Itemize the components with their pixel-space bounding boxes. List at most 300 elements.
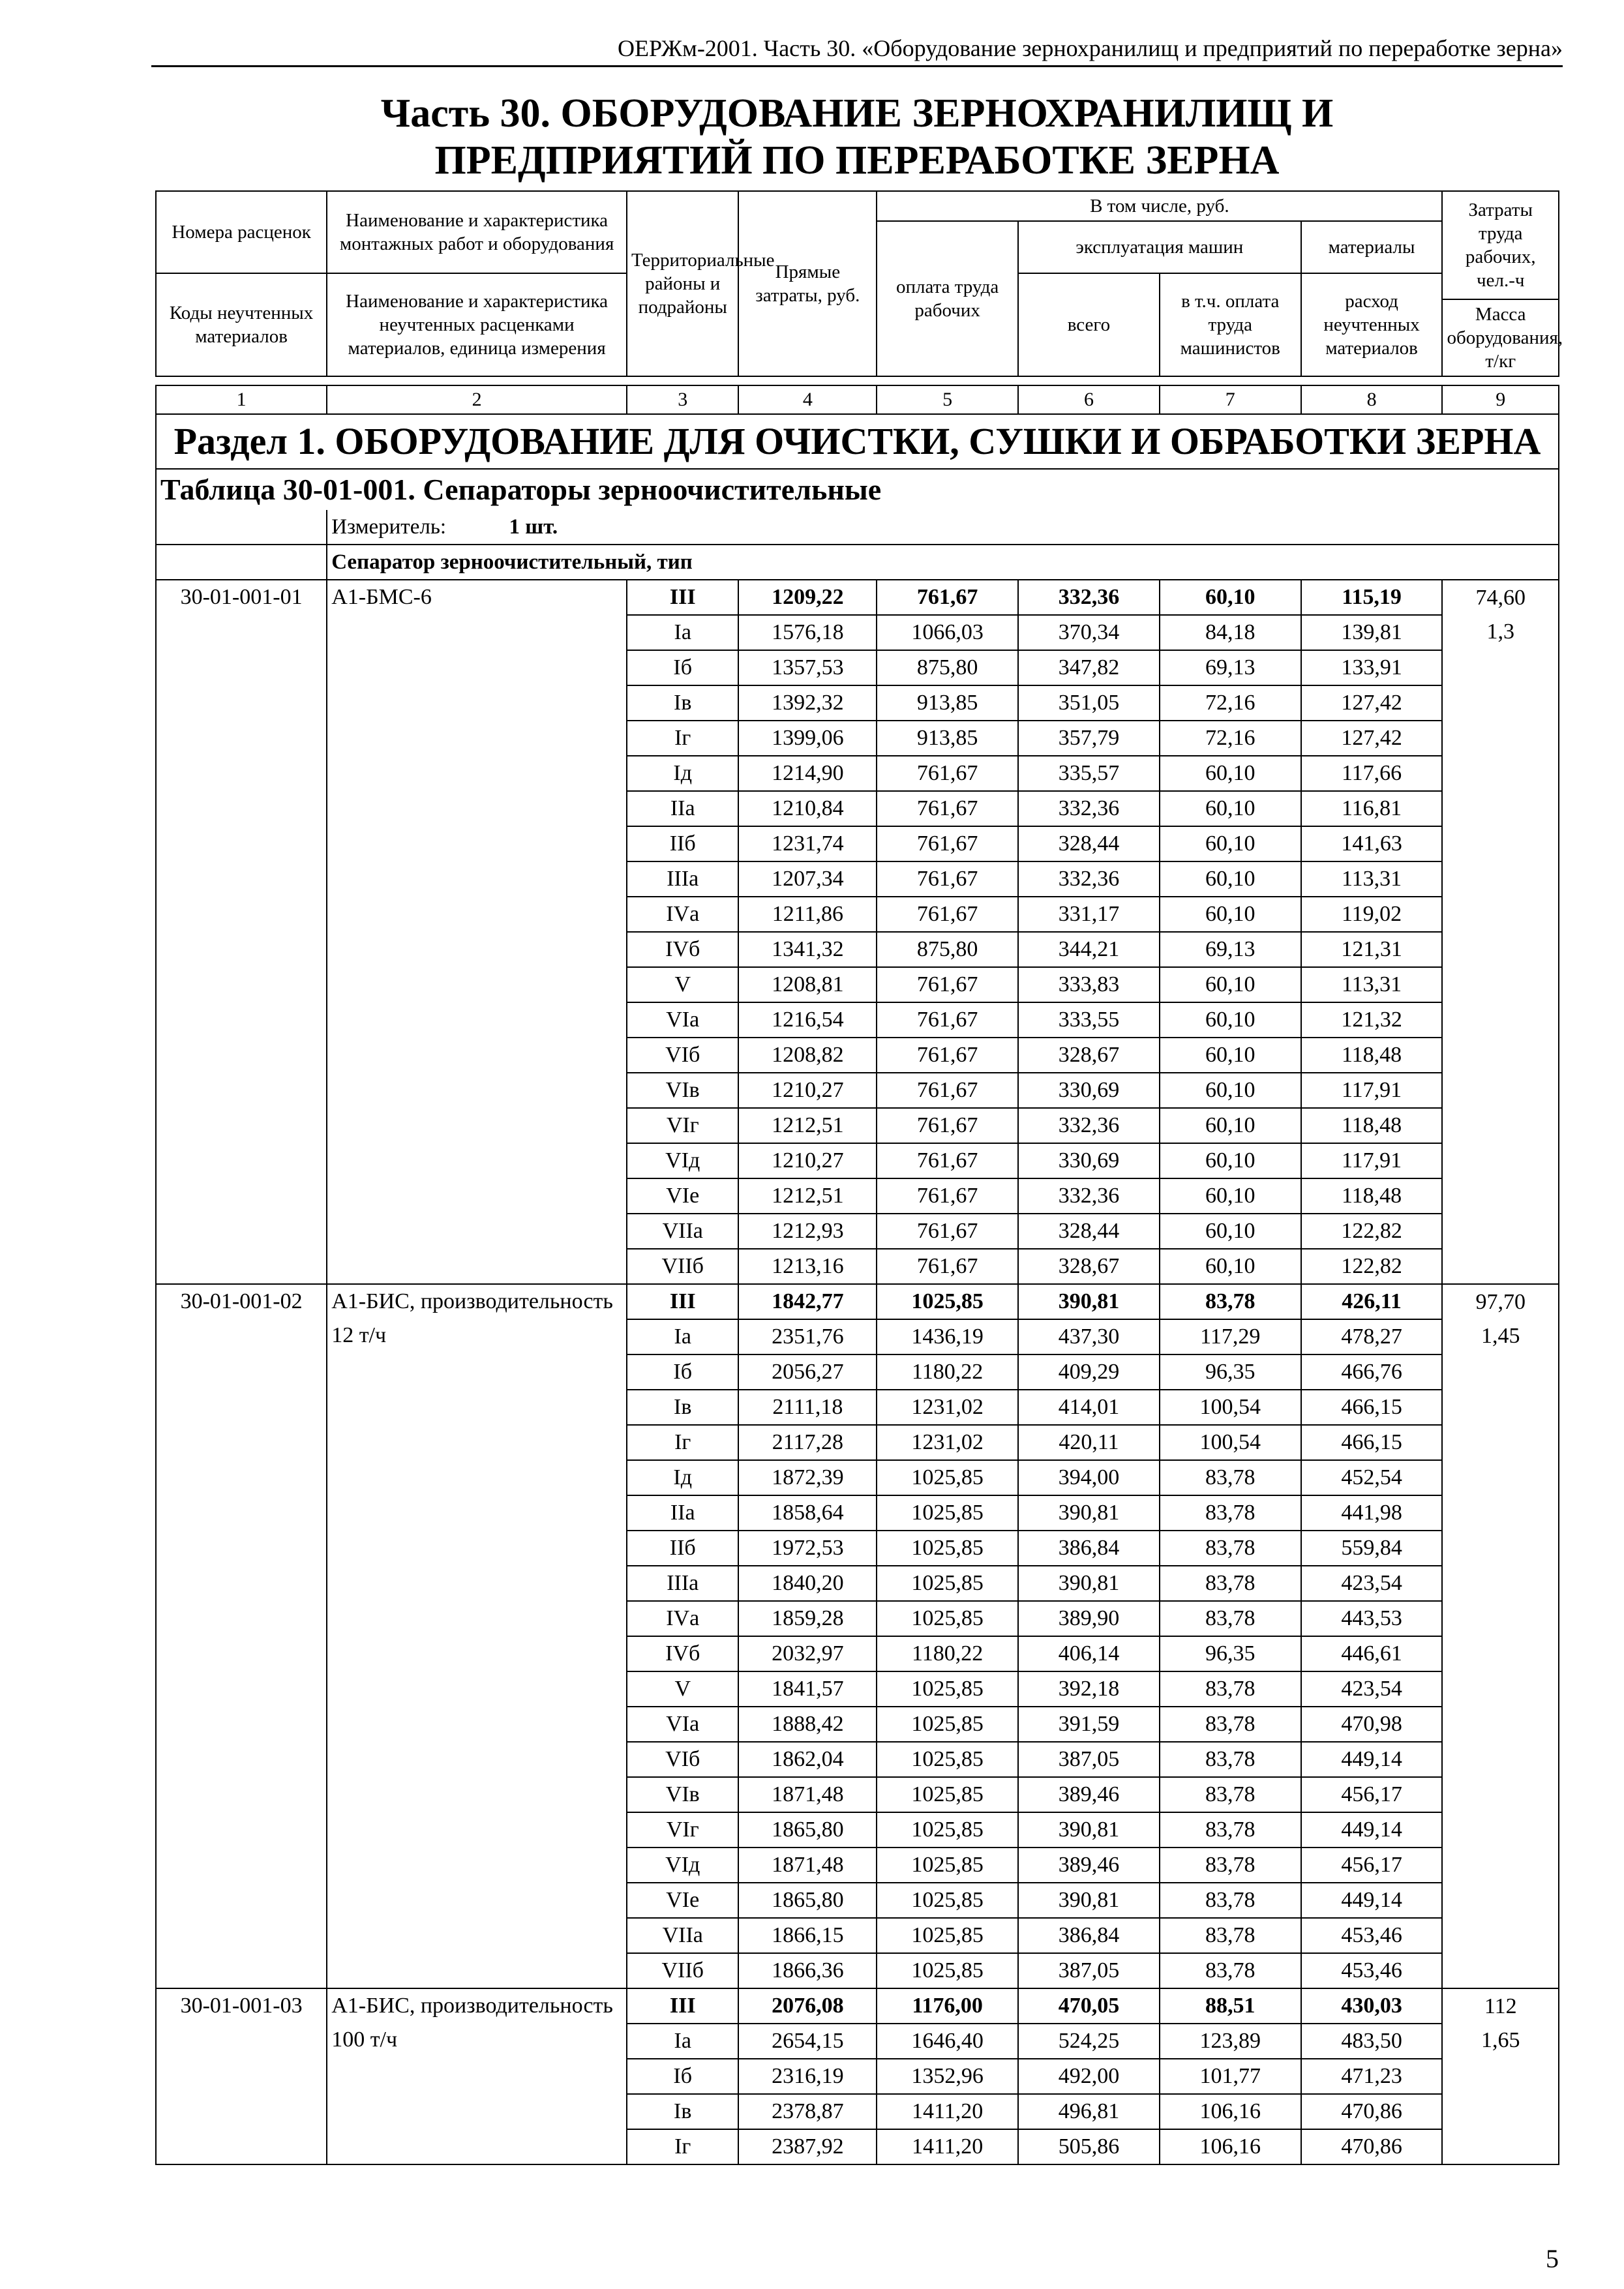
territory-cell: VIе — [627, 1883, 738, 1918]
col-header-direct-costs: Прямые затраты, руб. — [738, 191, 877, 376]
col-header-machines: эксплуатация машин — [1018, 221, 1301, 273]
value-cell: 1176,00 — [877, 1988, 1018, 2024]
value-cell: 761,67 — [877, 967, 1018, 1002]
territory-cell: Iа — [627, 615, 738, 650]
value-cell: 60,10 — [1160, 1038, 1301, 1073]
value-cell: 390,81 — [1018, 1284, 1160, 1319]
value-cell: 414,01 — [1018, 1390, 1160, 1425]
value-cell: 1210,27 — [738, 1143, 877, 1178]
value-cell: 470,86 — [1301, 2094, 1443, 2129]
value-cell: 2111,18 — [738, 1390, 877, 1425]
value-cell: 2056,27 — [738, 1354, 877, 1390]
value-cell: 83,78 — [1160, 1777, 1301, 1812]
value-cell: 122,82 — [1301, 1249, 1443, 1284]
value-cell: 328,67 — [1018, 1249, 1160, 1284]
value-cell: 100,54 — [1160, 1425, 1301, 1460]
value-cell: 60,10 — [1160, 1002, 1301, 1038]
territory-cell: IVа — [627, 897, 738, 932]
value-cell: 559,84 — [1301, 1531, 1443, 1566]
value-cell: 2351,76 — [738, 1319, 877, 1354]
value-cell: 409,29 — [1018, 1354, 1160, 1390]
value-cell: 452,54 — [1301, 1460, 1443, 1495]
value-cell: 1436,19 — [877, 1319, 1018, 1354]
value-cell: 1025,85 — [877, 1918, 1018, 1953]
value-cell: 83,78 — [1160, 1671, 1301, 1707]
value-cell: 426,11 — [1301, 1284, 1443, 1319]
value-cell: 1025,85 — [877, 1671, 1018, 1707]
value-cell: 83,78 — [1160, 1531, 1301, 1566]
value-cell: 1025,85 — [877, 1460, 1018, 1495]
value-cell: 60,10 — [1160, 1143, 1301, 1178]
work-name: А1-БИС, производительность 100 т/ч — [327, 1988, 627, 2164]
value-cell: 117,91 — [1301, 1073, 1443, 1108]
territory-cell: VIIб — [627, 1249, 738, 1284]
work-name: А1-БМС-6 — [327, 580, 627, 1284]
page-number: 5 — [1546, 2244, 1559, 2273]
value-cell: 60,10 — [1160, 1073, 1301, 1108]
value-cell: 1872,39 — [738, 1460, 877, 1495]
territory-cell: IIIа — [627, 861, 738, 897]
value-cell: 913,85 — [877, 685, 1018, 721]
value-cell: 392,18 — [1018, 1671, 1160, 1707]
col-header-material-names: Наименование и характеристика неучтенных расценками материалов, единица измерения — [327, 273, 627, 376]
col-header-mass: Масса оборудования, т/кг — [1442, 299, 1559, 376]
value-cell: 1576,18 — [738, 615, 877, 650]
value-cell: 121,32 — [1301, 1002, 1443, 1038]
value-cell: 331,17 — [1018, 897, 1160, 932]
value-cell: 496,81 — [1018, 2094, 1160, 2129]
measure-label: Измеритель: — [331, 515, 447, 539]
value-cell: 2316,19 — [738, 2059, 877, 2094]
value-cell: 83,78 — [1160, 1742, 1301, 1777]
value-cell: 332,36 — [1018, 861, 1160, 897]
value-cell: 761,67 — [877, 1108, 1018, 1143]
column-number: 9 — [1442, 385, 1559, 414]
territory-cell: IVб — [627, 932, 738, 967]
value-cell: 117,29 — [1160, 1319, 1301, 1354]
value-cell: 761,67 — [877, 791, 1018, 826]
value-cell: 875,80 — [877, 650, 1018, 685]
territory-cell: IVа — [627, 1601, 738, 1636]
value-cell: 470,98 — [1301, 1707, 1443, 1742]
value-cell: 106,16 — [1160, 2129, 1301, 2164]
column-number: 8 — [1301, 385, 1443, 414]
value-cell: 332,36 — [1018, 580, 1160, 615]
value-cell: 449,14 — [1301, 1883, 1443, 1918]
column-number: 5 — [877, 385, 1018, 414]
value-cell: 761,67 — [877, 1214, 1018, 1249]
value-cell: 117,66 — [1301, 756, 1443, 791]
value-cell: 69,13 — [1160, 650, 1301, 685]
value-cell: 761,67 — [877, 861, 1018, 897]
value-cell: 88,51 — [1160, 1988, 1301, 2024]
value-cell: 406,14 — [1018, 1636, 1160, 1671]
value-cell: 1025,85 — [877, 1531, 1018, 1566]
mass-value: 1,3 — [1442, 615, 1559, 1284]
value-cell: 423,54 — [1301, 1671, 1443, 1707]
value-cell: 83,78 — [1160, 1707, 1301, 1742]
value-cell: 524,25 — [1018, 2024, 1160, 2059]
labor-value: 112 — [1442, 1988, 1559, 2024]
col-header-material-usage: расход неучтенных материалов — [1301, 273, 1443, 376]
territory-cell: III — [627, 1284, 738, 1319]
value-cell: 453,46 — [1301, 1918, 1443, 1953]
value-cell: 471,23 — [1301, 2059, 1443, 2094]
value-cell: 1210,27 — [738, 1073, 877, 1108]
value-cell: 1231,02 — [877, 1390, 1018, 1425]
value-cell: 328,44 — [1018, 826, 1160, 861]
value-cell: 1025,85 — [877, 1953, 1018, 1988]
value-cell: 1212,51 — [738, 1178, 877, 1214]
value-cell: 1025,85 — [877, 1566, 1018, 1601]
value-cell: 390,81 — [1018, 1883, 1160, 1918]
value-cell: 1025,85 — [877, 1812, 1018, 1848]
value-cell: 466,15 — [1301, 1390, 1443, 1425]
column-number: 3 — [627, 385, 738, 414]
value-cell: 100,54 — [1160, 1390, 1301, 1425]
value-cell: 347,82 — [1018, 650, 1160, 685]
territory-cell: VIIа — [627, 1214, 738, 1249]
territory-cell: Iг — [627, 2129, 738, 2164]
value-cell: 1025,85 — [877, 1601, 1018, 1636]
value-cell: 2032,97 — [738, 1636, 877, 1671]
territory-cell: Iд — [627, 756, 738, 791]
value-cell: 118,48 — [1301, 1038, 1443, 1073]
labor-value: 74,60 — [1442, 580, 1559, 615]
value-cell: 1214,90 — [738, 756, 877, 791]
value-cell: 60,10 — [1160, 826, 1301, 861]
value-cell: 122,82 — [1301, 1214, 1443, 1249]
value-cell: 83,78 — [1160, 1812, 1301, 1848]
value-cell: 1840,20 — [738, 1566, 877, 1601]
value-cell: 1341,32 — [738, 932, 877, 967]
value-cell: 1208,81 — [738, 967, 877, 1002]
value-cell: 492,00 — [1018, 2059, 1160, 2094]
territory-cell: Iб — [627, 650, 738, 685]
territory-cell: VIIа — [627, 1918, 738, 1953]
work-name: А1-БИС, производительность 12 т/ч — [327, 1284, 627, 1988]
col-header-labor: Затраты труда рабочих, чел.-ч — [1442, 191, 1559, 299]
value-cell: 761,67 — [877, 897, 1018, 932]
territory-cell: Iв — [627, 685, 738, 721]
section-title: Раздел 1. ОБОРУДОВАНИЕ ДЛЯ ОЧИСТКИ, СУШКИ И ОБРАБОТКИ ЗЕРНА — [156, 414, 1559, 469]
value-cell: 466,76 — [1301, 1354, 1443, 1390]
territory-cell: IIа — [627, 791, 738, 826]
value-cell: 423,54 — [1301, 1566, 1443, 1601]
value-cell: 1646,40 — [877, 2024, 1018, 2059]
value-cell: 390,81 — [1018, 1495, 1160, 1531]
value-cell: 1871,48 — [738, 1848, 877, 1883]
value-cell: 117,91 — [1301, 1143, 1443, 1178]
value-cell: 761,67 — [877, 1002, 1018, 1038]
value-cell: 60,10 — [1160, 580, 1301, 615]
value-cell: 101,77 — [1160, 2059, 1301, 2094]
column-number: 2 — [327, 385, 627, 414]
value-cell: 115,19 — [1301, 580, 1443, 615]
value-cell: 113,31 — [1301, 861, 1443, 897]
value-cell: 1210,84 — [738, 791, 877, 826]
territory-cell: IIб — [627, 1531, 738, 1566]
value-cell: 330,69 — [1018, 1073, 1160, 1108]
value-cell: 60,10 — [1160, 1108, 1301, 1143]
territory-cell: Iб — [627, 2059, 738, 2094]
value-cell: 83,78 — [1160, 1566, 1301, 1601]
territory-cell: VIб — [627, 1742, 738, 1777]
value-cell: 761,67 — [877, 580, 1018, 615]
territory-cell: VIб — [627, 1038, 738, 1073]
running-header: ОЕРЖм-2001. Часть 30. «Оборудование зернохранилищ и предприятий по переработке зерна» — [151, 34, 1563, 67]
subheading: Сепаратор зерноочистительный, тип — [327, 545, 1559, 580]
value-cell: 133,91 — [1301, 650, 1443, 685]
value-cell: 913,85 — [877, 721, 1018, 756]
value-cell: 386,84 — [1018, 1531, 1160, 1566]
value-cell: 441,98 — [1301, 1495, 1443, 1531]
value-cell: 456,17 — [1301, 1848, 1443, 1883]
value-cell: 332,36 — [1018, 1108, 1160, 1143]
value-cell: 1025,85 — [877, 1707, 1018, 1742]
territory-cell: Iв — [627, 1390, 738, 1425]
value-cell: 2387,92 — [738, 2129, 877, 2164]
value-cell: 1231,02 — [877, 1425, 1018, 1460]
value-cell: 761,67 — [877, 826, 1018, 861]
value-cell: 1216,54 — [738, 1002, 877, 1038]
title-line-1: Часть 30. ОБОРУДОВАНИЕ ЗЕРНОХРАНИЛИЩ И — [380, 91, 1334, 136]
territory-cell: III — [627, 1988, 738, 2024]
col-header-work-name: Наименование и характеристика монтажных работ и оборудования — [327, 191, 627, 273]
value-cell: 60,10 — [1160, 1214, 1301, 1249]
territory-cell: VIе — [627, 1178, 738, 1214]
territory-cell: VIг — [627, 1108, 738, 1143]
value-cell: 1213,16 — [738, 1249, 877, 1284]
value-cell: 1025,85 — [877, 1742, 1018, 1777]
value-cell: 1025,85 — [877, 1495, 1018, 1531]
territory-cell: Iг — [627, 1425, 738, 1460]
territory-cell: IIб — [627, 826, 738, 861]
value-cell: 387,05 — [1018, 1742, 1160, 1777]
value-cell: 351,05 — [1018, 685, 1160, 721]
value-cell: 119,02 — [1301, 897, 1443, 932]
column-number: 6 — [1018, 385, 1160, 414]
rate-code: 30-01-001-01 — [156, 580, 327, 1284]
labor-value: 97,70 — [1442, 1284, 1559, 1319]
value-cell: 60,10 — [1160, 791, 1301, 826]
blank-cell — [156, 510, 327, 545]
value-cell: 453,46 — [1301, 1953, 1443, 1988]
value-cell: 1865,80 — [738, 1883, 877, 1918]
rate-code: 30-01-001-03 — [156, 1988, 327, 2164]
col-header-including: В том числе, руб. — [877, 191, 1442, 221]
value-cell: 83,78 — [1160, 1460, 1301, 1495]
measure-value: 1 шт. — [509, 515, 558, 539]
value-cell: 60,10 — [1160, 756, 1301, 791]
value-cell: 1025,85 — [877, 1883, 1018, 1918]
value-cell: 69,13 — [1160, 932, 1301, 967]
value-cell: 761,67 — [877, 1143, 1018, 1178]
territory-cell: Iг — [627, 721, 738, 756]
value-cell: 456,17 — [1301, 1777, 1443, 1812]
value-cell: 761,67 — [877, 756, 1018, 791]
value-cell: 370,34 — [1018, 615, 1160, 650]
value-cell: 83,78 — [1160, 1953, 1301, 1988]
rate-code: 30-01-001-02 — [156, 1284, 327, 1988]
value-cell: 449,14 — [1301, 1742, 1443, 1777]
value-cell: 391,59 — [1018, 1707, 1160, 1742]
column-number: 7 — [1160, 385, 1301, 414]
value-cell: 1842,77 — [738, 1284, 877, 1319]
value-cell: 60,10 — [1160, 967, 1301, 1002]
value-cell: 761,67 — [877, 1249, 1018, 1284]
col-header-machinist-wages: в т.ч. оплата труда машинистов — [1160, 273, 1301, 376]
value-cell: 1212,93 — [738, 1214, 877, 1249]
territory-cell: VIг — [627, 1812, 738, 1848]
value-cell: 389,46 — [1018, 1848, 1160, 1883]
page-title — [151, 90, 1563, 184]
territory-cell: VIIб — [627, 1953, 738, 1988]
value-cell: 761,67 — [877, 1038, 1018, 1073]
table-row — [156, 1284, 1559, 1319]
blank-cell — [156, 545, 327, 580]
value-cell: 60,10 — [1160, 1249, 1301, 1284]
territory-cell: Iд — [627, 1460, 738, 1495]
value-cell: 470,05 — [1018, 1988, 1160, 2024]
value-cell: 1208,82 — [738, 1038, 877, 1073]
value-cell: 116,81 — [1301, 791, 1443, 826]
value-cell: 83,78 — [1160, 1495, 1301, 1531]
territory-cell: IIIа — [627, 1566, 738, 1601]
col-header-machines-total: всего — [1018, 273, 1160, 376]
value-cell: 127,42 — [1301, 721, 1443, 756]
value-cell: 386,84 — [1018, 1918, 1160, 1953]
value-cell: 1888,42 — [738, 1707, 877, 1742]
col-header-wages: оплата труда рабочих — [877, 221, 1018, 376]
value-cell: 1352,96 — [877, 2059, 1018, 2094]
value-cell: 2076,08 — [738, 1988, 877, 2024]
value-cell: 1392,32 — [738, 685, 877, 721]
value-cell: 60,10 — [1160, 1178, 1301, 1214]
value-cell: 2117,28 — [738, 1425, 877, 1460]
value-cell: 1025,85 — [877, 1848, 1018, 1883]
value-cell: 123,89 — [1160, 2024, 1301, 2059]
value-cell: 83,78 — [1160, 1601, 1301, 1636]
value-cell: 83,78 — [1160, 1918, 1301, 1953]
value-cell: 330,69 — [1018, 1143, 1160, 1178]
value-cell: 83,78 — [1160, 1284, 1301, 1319]
territory-cell: Iа — [627, 1319, 738, 1354]
value-cell: 118,48 — [1301, 1108, 1443, 1143]
value-cell: 60,10 — [1160, 897, 1301, 932]
territory-cell: Iв — [627, 2094, 738, 2129]
value-cell: 1865,80 — [738, 1812, 877, 1848]
value-cell: 446,61 — [1301, 1636, 1443, 1671]
title-line-2: ПРЕДПРИЯТИЙ ПО ПЕРЕРАБОТКЕ ЗЕРНА — [434, 138, 1280, 183]
value-cell: 1399,06 — [738, 721, 877, 756]
value-cell: 1858,64 — [738, 1495, 877, 1531]
value-cell: 1180,22 — [877, 1636, 1018, 1671]
value-cell: 1859,28 — [738, 1601, 877, 1636]
value-cell: 106,16 — [1160, 2094, 1301, 2129]
value-cell: 483,50 — [1301, 2024, 1443, 2059]
territory-cell: VIа — [627, 1002, 738, 1038]
value-cell: 1411,20 — [877, 2129, 1018, 2164]
col-header-materials: материалы — [1301, 221, 1443, 273]
mass-value: 1,65 — [1442, 2024, 1559, 2164]
territory-cell: VIа — [627, 1707, 738, 1742]
value-cell: 505,86 — [1018, 2129, 1160, 2164]
value-cell: 1411,20 — [877, 2094, 1018, 2129]
value-cell: 113,31 — [1301, 967, 1443, 1002]
territory-cell: VIв — [627, 1777, 738, 1812]
value-cell: 328,44 — [1018, 1214, 1160, 1249]
value-cell: 1180,22 — [877, 1354, 1018, 1390]
value-cell: 328,67 — [1018, 1038, 1160, 1073]
territory-cell: VIд — [627, 1848, 738, 1883]
value-cell: 466,15 — [1301, 1425, 1443, 1460]
mass-value: 1,45 — [1442, 1319, 1559, 1988]
value-cell: 1066,03 — [877, 615, 1018, 650]
value-cell: 344,21 — [1018, 932, 1160, 967]
value-cell: 121,31 — [1301, 932, 1443, 967]
value-cell: 335,57 — [1018, 756, 1160, 791]
value-cell: 420,11 — [1018, 1425, 1160, 1460]
value-cell: 332,36 — [1018, 791, 1160, 826]
value-cell: 761,67 — [877, 1178, 1018, 1214]
value-cell: 83,78 — [1160, 1883, 1301, 1918]
value-cell: 437,30 — [1018, 1319, 1160, 1354]
value-cell: 1972,53 — [738, 1531, 877, 1566]
value-cell: 387,05 — [1018, 1953, 1160, 1988]
column-number: 1 — [156, 385, 327, 414]
value-cell: 83,78 — [1160, 1848, 1301, 1883]
value-cell: 449,14 — [1301, 1812, 1443, 1848]
value-cell: 1212,51 — [738, 1108, 877, 1143]
territory-cell: V — [627, 1671, 738, 1707]
value-cell: 478,27 — [1301, 1319, 1443, 1354]
value-cell: 1871,48 — [738, 1777, 877, 1812]
value-cell: 761,67 — [877, 1073, 1018, 1108]
measure — [327, 510, 1559, 545]
column-number: 4 — [738, 385, 877, 414]
table-title: Таблица 30-01-001. Сепараторы зерноочистительные — [156, 469, 1559, 510]
value-cell: 96,35 — [1160, 1636, 1301, 1671]
territory-cell: Iа — [627, 2024, 738, 2059]
value-cell: 118,48 — [1301, 1178, 1443, 1214]
value-cell: 1025,85 — [877, 1284, 1018, 1319]
value-cell: 96,35 — [1160, 1354, 1301, 1390]
territory-cell: Iб — [627, 1354, 738, 1390]
territory-cell: V — [627, 967, 738, 1002]
value-cell: 470,86 — [1301, 2129, 1443, 2164]
value-cell: 390,81 — [1018, 1566, 1160, 1601]
value-cell: 333,83 — [1018, 967, 1160, 1002]
value-cell: 1207,34 — [738, 861, 877, 897]
value-cell: 1211,86 — [738, 897, 877, 932]
col-header-territory: Территориальные районы и подрайоны — [627, 191, 738, 376]
table-row — [156, 1988, 1559, 2024]
territory-cell: IIа — [627, 1495, 738, 1531]
value-cell: 443,53 — [1301, 1601, 1443, 1636]
price-table — [155, 190, 1563, 2165]
value-cell: 389,46 — [1018, 1777, 1160, 1812]
value-cell: 84,18 — [1160, 615, 1301, 650]
value-cell: 394,00 — [1018, 1460, 1160, 1495]
value-cell: 2654,15 — [738, 2024, 877, 2059]
value-cell: 333,55 — [1018, 1002, 1160, 1038]
value-cell: 1025,85 — [877, 1777, 1018, 1812]
table-row — [156, 580, 1559, 615]
value-cell: 430,03 — [1301, 1988, 1443, 2024]
territory-cell: III — [627, 580, 738, 615]
value-cell: 1841,57 — [738, 1671, 877, 1707]
